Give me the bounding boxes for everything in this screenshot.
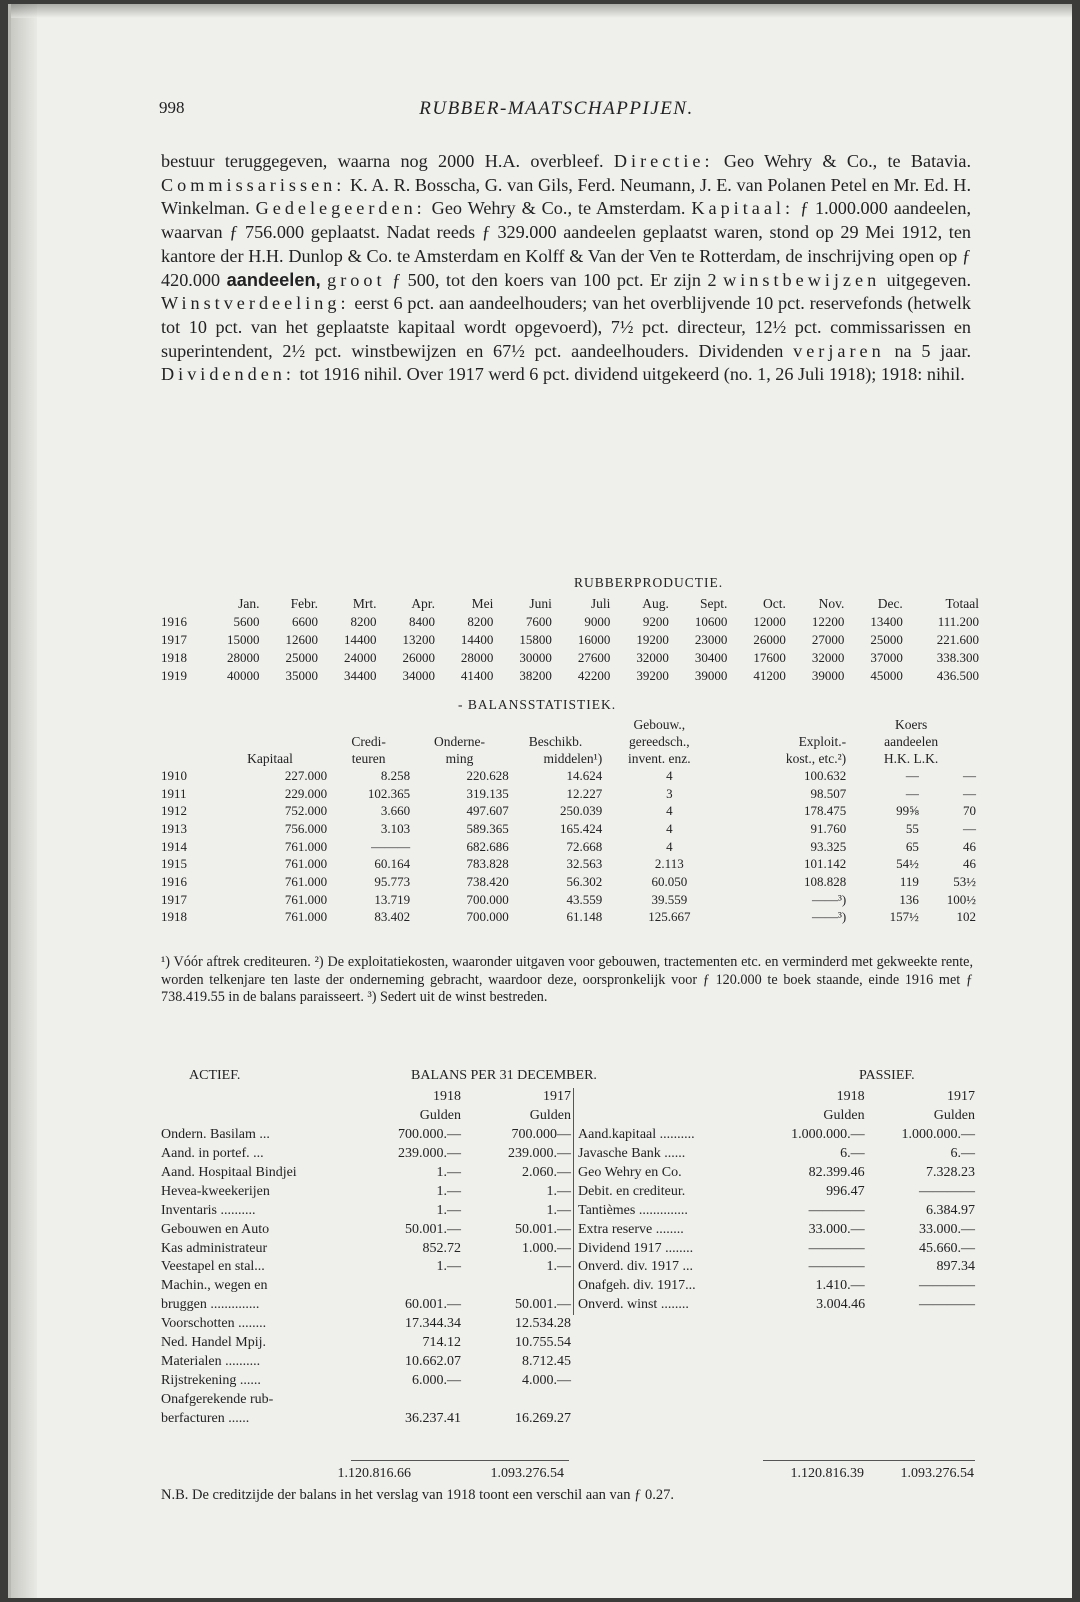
ledger-row: Voorschotten ........ 17.344.34 12.534.28 — [161, 1316, 571, 1332]
ledger-row: Dividend 1917 ........ ———— 45.660.— — [578, 1240, 975, 1256]
ledger-row: Onverd. div. 1917 ... ———— 897.34 — [578, 1259, 975, 1275]
company-description — [161, 150, 971, 387]
ledger-row: Ned. Handel Mpij. 714.12 10.755.54 — [161, 1335, 571, 1351]
production-title: RUBBERPRODUCTIE. — [574, 575, 724, 590]
ledger-row: Onafgeh. div. 1917... 1.410.— ———— — [578, 1278, 975, 1294]
table-row: 1912 752.000 3.660 497.607 250.039 4 178.475 99⅝ 70 — [161, 803, 976, 819]
body-paragraph: bestuur teruggegeven, waarna nog 2000 H.A. overbleef. Directie: Geo Wehry & Co., te Batavia. Commissarissen: K. A. R. Bosscha, G. van Gils, Ferd. Neumann, J. E. van Polanen Petel en Mr. Ed. H. Winkelman. Gedelegeerden: Geo Wehry & Co., te Amsterdam. Kapitaal: ƒ 1.000.000 aandeelen, waarvan ƒ 756.000 geplaatst. Nadat reeds ƒ 329.000 aandeelen geplaatst waren, stond op 29 Mei 1912, ten kantore der H.H. Dunlop & Co. te Amsterdam en Kolff & Van der Ven te Rotterdam, de inschrijving open op ƒ 420.000 aandeelen, groot ƒ 500, tot den koers van 100 pct. Er zijn 2 winstbewijzen uitgegeven. Winstverdeeling: eerst 6 pct. aan aandeelhouders; van het overblijvende 10 pct. reservefonds (hetwelk tot 10 pct. van het geplaatste kapitaal wordt opgevoerd), 7½ pct. directeur, 12½ pct. commissarissen en superintendent, 2½ pct. winstbewijzen en 67½ pct. aandeelhouders. Dividenden verjaren na 5 jaar. Dividenden: tot 1916 nihil. Over 1917 werd 6 pct. dividend uitgekeerd (no. 1, 26 Juli 1918); 1918: nihil. — [161, 151, 972, 385]
balans-header-row-2: Credi- Onderne- Beschikb. gereedsch., Exploit.- aandeelen — [351, 734, 939, 749]
ledger-row: berfacturen ...... 36.237.41 16.269.27 — [161, 1410, 571, 1426]
passief-label: PASSIEF. — [859, 1068, 915, 1083]
table-row: 1916 5600 6600 8200 8400 8200 7600 9000 9200 10600 12000 12200 13400 111.200 — [161, 614, 979, 629]
production-header-row: Jan. Febr. Mrt. Apr. Mei Juni Juli Aug. Sept. Oct. Nov. Dec. Totaal — [238, 595, 979, 611]
page-spine-shadow — [11, 4, 37, 1598]
table-row: 1918 761.000 83.402 700.000 61.148 125.667 ——³) 157½ 102 — [161, 909, 976, 925]
ledger-row: bruggen .............. 60.001.— 50.001.— — [161, 1297, 571, 1313]
ledger-row: Onverd. winst ........ 3.004.46 ———— — [578, 1297, 975, 1313]
ledger-title: BALANS PER 31 DECEMBER. — [411, 1068, 597, 1083]
ledger-row: Geo Wehry en Co. 82.399.46 7.328.23 — [578, 1165, 975, 1180]
running-title: RUBBER-MAATSCHAPPIJEN. — [419, 98, 694, 119]
ledger-heading — [161, 1068, 976, 1086]
ledger-row: Kas administrateur 852.72 1.000.— — [161, 1240, 571, 1256]
table-row: 1917 15000 12600 14400 13200 14400 15800 16000 19200 23000 26000 27000 25000 221.600 — [161, 632, 979, 647]
ledger-totals: 1.120.816.66 1.093.276.54 1.120.816.39 1.093.276.54 — [337, 1466, 974, 1481]
page-top-shadow — [11, 4, 1072, 18]
table-row: 1911 229.000 102.365 319.135 12.227 3 98.507 — — — [161, 785, 976, 801]
table-row: 1917 761.000 13.719 700.000 43.559 39.559 ——³) 136 100½ — [161, 891, 976, 907]
balans-header-row-3: Kapitaal teuren ming middelen¹) invent. enz. kost., etc.²) H.K. L.K. — [247, 751, 939, 766]
page-number: 998 — [159, 98, 185, 117]
ledger-row: Aand.kapitaal .......... 1.000.000.— 1.000.000.— — [578, 1127, 975, 1143]
table-row: 1914 761.000 ——— 682.686 72.668 4 93.325 65 46 — [161, 838, 976, 854]
ledger-row: Hevea-kweekerijen 1.— 1.— — [161, 1183, 571, 1199]
table-row: 1910 227.000 8.258 220.628 14.624 4 100.632 — — — [161, 767, 976, 783]
actief-total-rule — [351, 1460, 569, 1461]
passief-total-rule — [763, 1460, 975, 1461]
table-row: 1913 756.000 3.103 589.365 165.424 4 91.760 55 — — [161, 820, 976, 836]
page-header — [151, 98, 962, 124]
ledger-row: Gebouwen en Auto 50.001.— 50.001.— — [161, 1221, 571, 1237]
actief-label: ACTIEF. — [189, 1068, 241, 1083]
balans-statistiek-table — [161, 716, 976, 926]
ledger-row: Aand. in portef. ... 239.000.— 239.000.— — [161, 1146, 571, 1162]
table-row: 1918 28000 25000 24000 26000 28000 30000 27600 32000 30400 17600 32000 37000 338.300 — [161, 650, 979, 665]
ledger-row: Debit. en crediteur. 996.47 ———— — [578, 1183, 975, 1199]
table-row: 1915 761.000 60.164 783.828 32.563 2.113 101.142 54½ 46 — [161, 856, 976, 872]
ledger-row: Tantièmes .............. ———— 6.384.97 — [578, 1202, 975, 1218]
ledger-row: Ondern. Basilam ... 700.000.— 700.000— — [161, 1127, 571, 1143]
production-table — [161, 594, 979, 685]
balans-title: - BALANSSTATISTIEK. — [458, 697, 617, 712]
balans-footnotes: ¹) Vóór aftrek crediteuren. ²) De exploitatiekosten, waaronder uitgaven voor gebouwen, tractementen etc. en verminderd met gekweekte rente, worden telkenjare ten laste der onderneming gebracht, waardoor deze, oorspronkelijk voor ƒ 120.000 te boek staande, einde 1916 met ƒ 738.419.55 in de balans paraisseert. ³) Sedert uit de winst bestreden. — [161, 954, 973, 1005]
ledger-row: Extra reserve ........ 33.000.— 33.000.— — [578, 1221, 975, 1237]
table-row: 1919 40000 35000 34400 34000 41400 38200 42200 39200 39000 41200 39000 45000 436.500 — [161, 668, 979, 683]
passief-table: 1918 1917 Gulden Gulden Aand.kapitaal .......... 1.000.000.— 1.000.000.— Javasche Bank ...... 6.— 6.— Geo Wehry en Co. 82.399.46 7.328.23 Debit. en crediteur. 996.47 ———— Tantièmes .............. ———— 6.384.97 Extra reserve ........ 33.000.— 33.000.— Dividend 1917 ........ ———— 45.660.— Onverd. div. 1917 ... ———— 897.34 Onafgeh. div. 1917... 1.410.— ———— Onverd. winst ........ 3.004.46 ———— — [573, 1088, 975, 1315]
nota-bene: N.B. De creditzijde der balans in het verslag van 1918 toont een verschil aan van ƒ 0.27. — [161, 1487, 674, 1503]
ledger-row: Inventaris .......... 1.— 1.— — [161, 1202, 571, 1218]
ledger-row: Onafgerekende rub- — [161, 1391, 274, 1407]
ledger-row: Materialen .......... 10.662.07 8.712.45 — [161, 1353, 571, 1369]
ledger-row: Rijstrekening ...... 6.000.— 4.000.— — [161, 1372, 571, 1388]
book-page — [8, 4, 1072, 1598]
ledger-row: Aand. Hospitaal Bindjei 1.— 2.060.— — [161, 1165, 571, 1180]
table-row: 1916 761.000 95.773 738.420 56.302 60.050 108.828 119 53½ — [161, 873, 976, 889]
ledger-row: Machin., wegen en — [161, 1278, 268, 1294]
actief-table: 1918 1917 Gulden Gulden Ondern. Basilam ... 700.000.— 700.000— Aand. in portef. ... 239.000.— 239.000.— Aand. Hospitaal Bindjei 1.— 2.060.— Hevea-kweekerijen 1.— 1.— Inventaris .......... 1.— 1.— Gebouwen en Auto 50.001.— 50.001.— Kas administrateur 852.72 1.000.— Veestapel en stal... 1.— 1.— Machin., wegen en bruggen .............. 60.001.— 50.001.— Voorschotten ........ 17.344.34 12.534.28 Ned. Handel Mpij. 714.12 10.755.54 Materialen .......... 10.662.07 8.712.45 Rijstrekening ...... 6.000.— 4.000.— Onafgerekende rub- berfacturen ...... 36.237.41 16.269.27 — [161, 1088, 571, 1428]
ledger-row: Javasche Bank ...... 6.— 6.— — [578, 1146, 975, 1162]
balans-header-row-1: Gebouw., Koers — [633, 717, 928, 732]
ledger-row: Veestapel en stal... 1.— 1.— — [161, 1259, 571, 1275]
